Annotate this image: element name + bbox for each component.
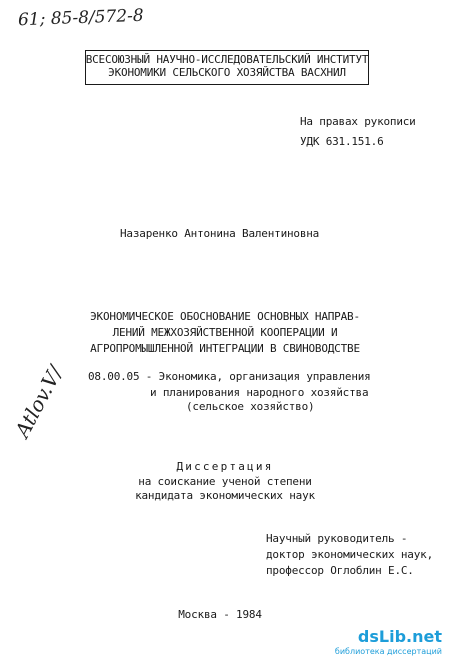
dissertation-title-line-1: ЭКОНОМИЧЕСКОЕ ОБОСНОВАНИЕ ОСНОВНЫХ НАПРАВ-: [90, 310, 360, 323]
handwritten-archive-number: 61; 85-8/572-8: [17, 5, 145, 31]
handwritten-signature: Atlov.V/: [10, 361, 68, 442]
city-year: Москва - 1984: [178, 608, 262, 621]
dissertation-title-line-3: АГРОПРОМЫШЛЕННОЙ ИНТЕГРАЦИИ В СВИНОВОДСТВЕ: [90, 342, 360, 355]
author-name: Назаренко Антонина Валентиновна: [120, 227, 320, 240]
institute-line-1: ВСЕСОЮЗНЫЙ НАУЧНО-ИССЛЕДОВАТЕЛЬСКИЙ ИНСТИТУТ: [85, 53, 369, 66]
supervisor-line-3: профессор Оглоблин Е.С.: [266, 564, 414, 577]
brand-logo[interactable]: dsLib.net: [357, 627, 442, 646]
specialty-line-3: (сельское хозяйство): [186, 400, 315, 413]
manuscript-rights: На правах рукописи: [300, 115, 416, 128]
institute-line-2: ЭКОНОМИКИ СЕЛЬСКОГО ХОЗЯЙСТВА ВАСХНИЛ: [108, 66, 346, 79]
brand-watermark[interactable]: [334, 627, 442, 658]
specialty-line-2: и планирования народного хозяйства: [150, 386, 369, 399]
degree-line-1: на соискание ученой степени: [138, 475, 312, 488]
dissertation-heading: Диссертация: [176, 460, 274, 473]
supervisor-line-2: доктор экономических наук,: [266, 548, 433, 561]
udc-code: УДК 631.151.6: [300, 135, 384, 148]
dissertation-title-line-2: ЛЕНИЙ МЕЖХОЗЯЙСТВЕННОЙ КООПЕРАЦИИ И: [112, 326, 338, 339]
supervisor-line-1: Научный руководитель -: [266, 532, 408, 545]
degree-line-2: кандидата экономических наук: [135, 489, 315, 502]
specialty-line-1: 08.00.05 - Экономика, организация управления: [88, 370, 371, 383]
brand-subtitle: библиотека диссертаций: [334, 647, 442, 656]
